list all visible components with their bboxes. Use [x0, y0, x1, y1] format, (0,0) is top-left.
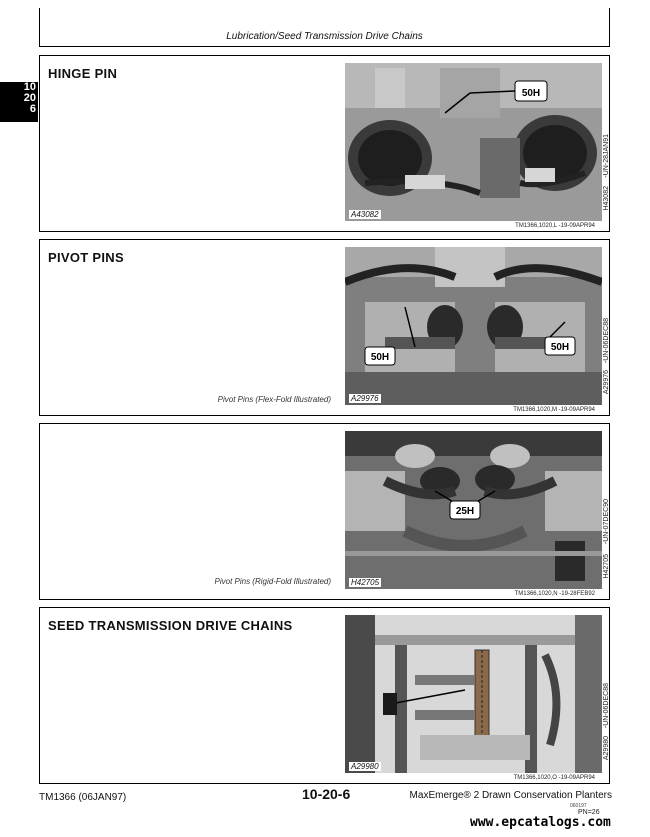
- panel-title: SEED TRANSMISSION DRIVE CHAINS: [48, 618, 293, 633]
- panel-hinge-pin: [39, 55, 610, 232]
- hinge-pin-illustration: [345, 63, 602, 221]
- seed-transmission-photo: [345, 615, 602, 773]
- seed-transmission-illustration: [345, 615, 602, 773]
- side-code: -UN-06DEC88: [603, 683, 610, 729]
- footer-page-number: 10-20-6: [302, 786, 351, 802]
- page-header-title: Lubrication/Seed Transmission Drive Chains: [226, 31, 423, 42]
- side-code: -UN-28JAN91: [603, 134, 610, 178]
- side-code: -UN-07DEC90: [603, 499, 610, 545]
- pivot-pins-photo: [345, 247, 602, 405]
- footer-manual-id: TM1366 (06JAN97): [39, 792, 127, 803]
- photo-code: A43082: [351, 210, 379, 219]
- side-code-2: A29980: [603, 736, 610, 761]
- section-tab: [0, 82, 38, 122]
- rigid-fold-photo: [345, 431, 602, 589]
- photo-code: A29980: [351, 762, 379, 771]
- reference-code: TM1366,1020,L -19-09APR94: [515, 223, 595, 229]
- side-code-2: H43082: [603, 186, 610, 211]
- figure-caption: Pivot Pins (Rigid-Fold Illustrated): [214, 577, 331, 586]
- panel-title: HINGE PIN: [48, 66, 118, 81]
- lube-badge: 50H: [550, 342, 570, 353]
- panel-pivot-pins-rigid: [39, 423, 610, 600]
- footer-date-code: 060197: [570, 803, 587, 809]
- tab-line-2: 20: [23, 92, 36, 104]
- figure-caption: Pivot Pins (Flex-Fold Illustrated): [217, 395, 331, 404]
- tab-line-1: 10: [23, 81, 36, 93]
- reference-code: TM1366,1020,O -19-09APR94: [513, 775, 595, 781]
- lube-badge: 25H: [455, 506, 475, 517]
- panel-pivot-pins: [39, 239, 610, 416]
- hinge-pin-photo: [345, 63, 602, 221]
- photo-code: H42705: [351, 578, 380, 587]
- reference-code: TM1366,1020,N -19-28FEB92: [514, 591, 595, 597]
- reference-code: TM1366,1020,M -19-09APR94: [513, 407, 595, 413]
- side-code-2: H42705: [603, 554, 610, 579]
- photo-code: A29976: [351, 394, 379, 403]
- side-code-2: A29976: [603, 370, 610, 395]
- footer-manual-title: MaxEmerge® 2 Drawn Conservation Planters: [409, 790, 612, 801]
- lube-badge: 50H: [521, 88, 541, 99]
- panel-seed-transmission: [39, 607, 610, 784]
- pivot-pins-illustration: [345, 247, 602, 405]
- footer-pn: PN=26: [578, 809, 600, 816]
- panel-title: PIVOT PINS: [48, 250, 124, 265]
- tab-line-3: 6: [29, 103, 36, 115]
- rigid-fold-illustration: [345, 431, 602, 589]
- side-code: -UN-06DEC88: [603, 318, 610, 364]
- watermark: www.epcatalogs.com: [470, 815, 611, 830]
- lube-badge: 50H: [370, 352, 390, 363]
